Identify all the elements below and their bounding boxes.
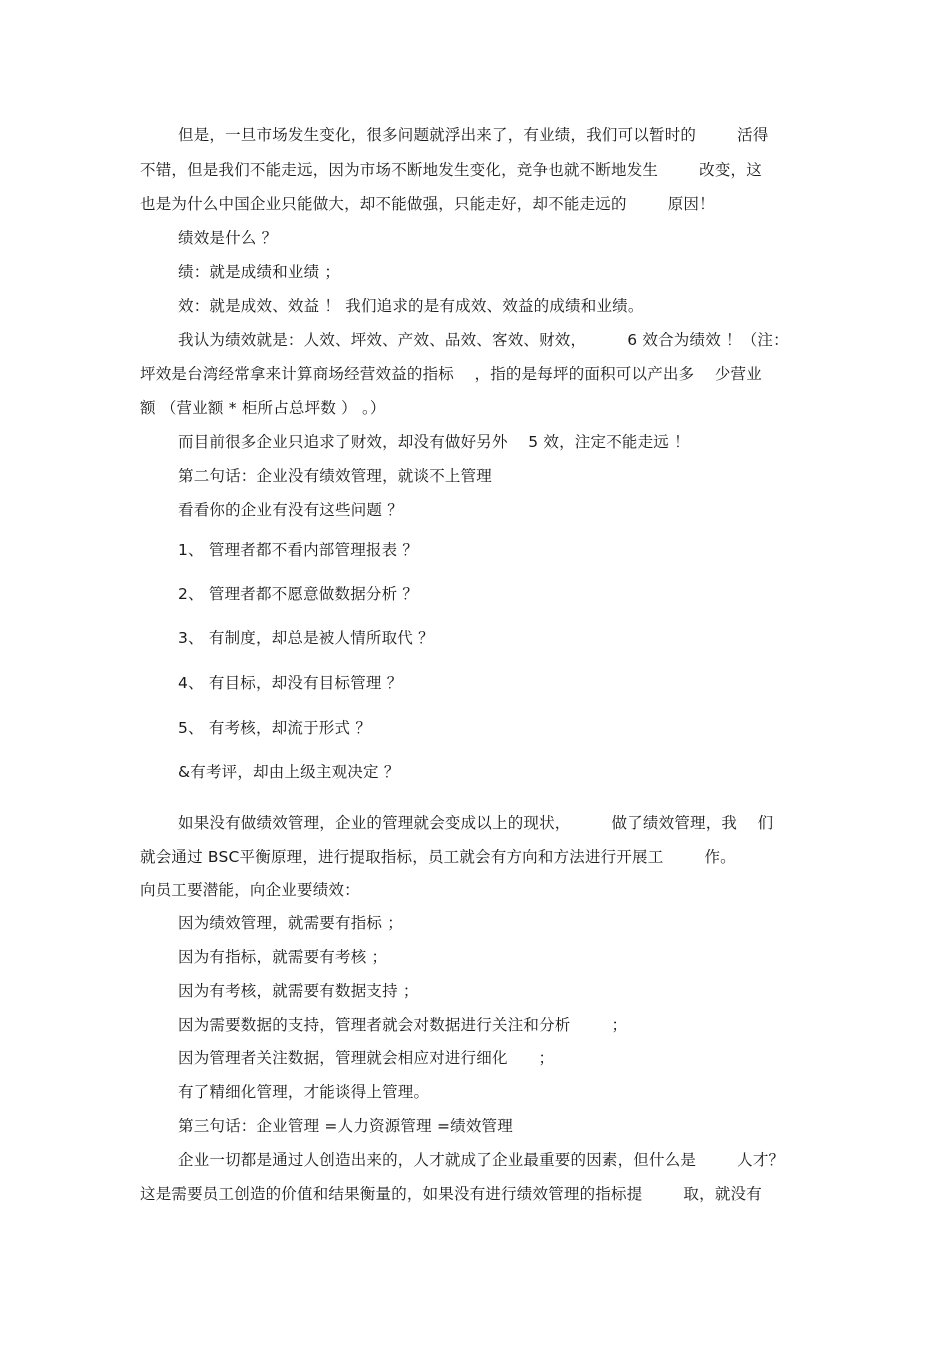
list-item: &有考评，却由上级主观决定 ？ (178, 763, 400, 781)
body-line: 这是需要员工创造的价值和结果衡量的，如果没有进行绩效管理的指标提 取，就没有 (140, 1185, 762, 1203)
reason-line: 因为有考核，就需要有数据支持 ； (178, 982, 419, 1000)
list-item: 4、 有目标，却没有目标管理 ？ (178, 674, 403, 692)
body-line: 有了精细化管理，才能谈得上管理。 (178, 1083, 430, 1101)
section-heading: 第三句话：企业管理 =人力资源管理 =绩效管理 (178, 1117, 513, 1135)
body-line: 额 （营业额 * 柜所占总坪数 ） 。） (140, 399, 386, 417)
reason-line: 因为需要数据的支持，管理者就会对数据进行关注和分析 ； (178, 1016, 628, 1034)
body-line: 坪效是台湾经常拿来计算商场经营效益的指标 ，指的是每坪的面积可以产出多 少营业 (140, 365, 762, 383)
body-line: 向员工要潜能，向企业要绩效： (140, 881, 360, 899)
list-item: 2、 管理者都不愿意做数据分析 ？ (178, 585, 419, 603)
body-line: 而目前很多企业只追求了财效，却没有做好另外 5 效，注定不能走远 ！ (178, 433, 690, 451)
body-line: 就会通过 BSC平衡原理，进行提取指标，员工就会有方向和方法进行开展工 作。 (140, 848, 736, 866)
reason-line: 因为有指标，就需要有考核 ； (178, 948, 388, 966)
definition-line: 绩：就是成绩和业绩 ； (178, 263, 341, 281)
body-line: 我认为绩效就是：人效、坪效、产效、品效、客效、财效， 6 效合为绩效 ！（注： (178, 331, 789, 349)
section-heading: 第二句话：企业没有绩效管理，就谈不上管理 (178, 467, 493, 485)
body-line: 但是，一旦市场发生变化，很多问题就浮出来了，有业绩，我们可以暂时的 活得 (178, 126, 769, 144)
body-line: 看看你的企业有没有这些问题 ？ (178, 501, 403, 519)
body-line: 如果没有做绩效管理，企业的管理就会变成以上的现状， 做了绩效管理，我 们 (178, 814, 774, 832)
list-item: 1、 管理者都不看内部管理报表 ？ (178, 541, 419, 559)
body-line: 也是为什么中国企业只能做大，却不能做强，只能走好，却不能走远的 原因！ (140, 195, 715, 213)
list-item: 5、 有考核，却流于形式 ？ (178, 719, 372, 737)
section-question: 绩效是什么 ？ (178, 229, 278, 247)
body-line: 企业一切都是通过人创造出来的，人才就成了企业最重要的因素，但什么是 人才？ (178, 1151, 785, 1169)
reason-line: 因为管理者关注数据，管理就会相应对进行细化 ； (178, 1049, 555, 1067)
list-item: 3、 有制度，却总是被人情所取代 ？ (178, 629, 434, 647)
body-line: 不错，但是我们不能走远，因为市场不断地发生变化，竞争也就不断地发生 改变，这 (140, 161, 762, 179)
reason-line: 因为绩效管理，就需要有指标 ； (178, 914, 403, 932)
definition-line: 效：就是成效、效益 ！ 我们追求的是有成效、效益的成绩和业绩。 (178, 297, 644, 315)
